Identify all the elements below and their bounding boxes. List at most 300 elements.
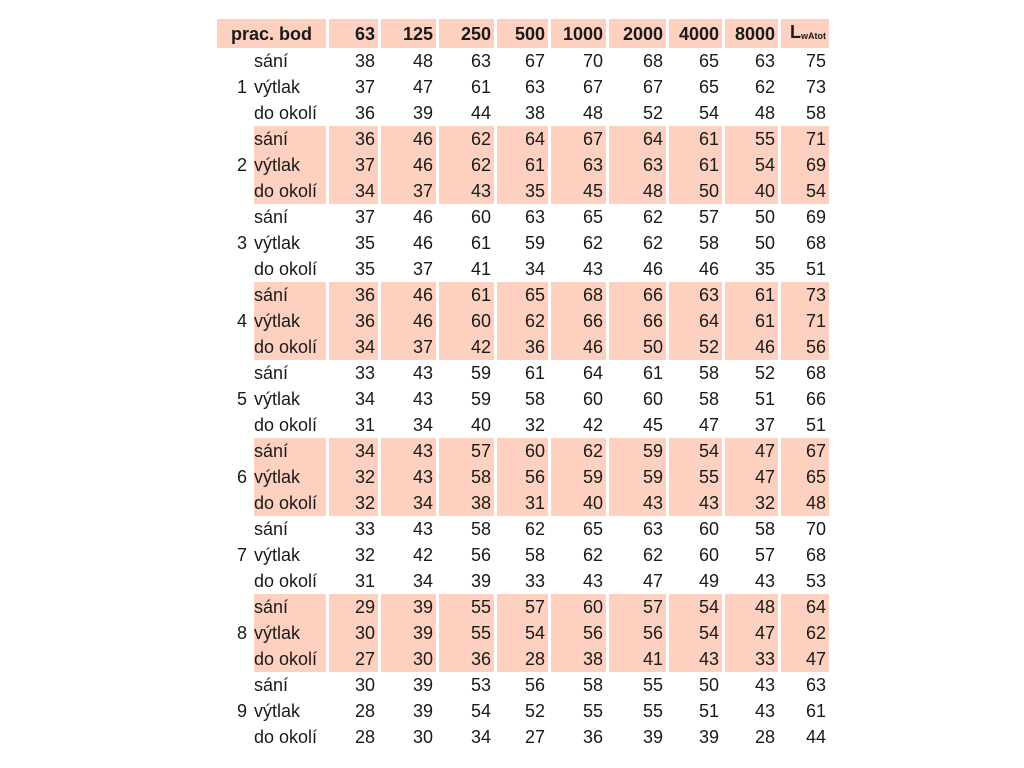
band-value: 38 — [551, 646, 606, 672]
band-value: 33 — [354, 363, 375, 383]
band-value: 54 — [669, 620, 722, 646]
band-value: 47 — [412, 77, 433, 97]
row-type: sání — [254, 207, 289, 227]
band-value: 58 — [698, 233, 719, 253]
row-type: výtlak — [254, 545, 301, 565]
table-row — [217, 542, 829, 568]
band-value: 63 — [524, 207, 545, 227]
point-number: 5 — [236, 389, 247, 409]
band-value: 66 — [551, 308, 606, 334]
total-value: 54 — [781, 178, 829, 204]
point-number: 8 — [236, 623, 247, 643]
band-value: 46 — [412, 233, 433, 253]
band-value: 58 — [754, 519, 775, 539]
band-value: 52 — [754, 363, 775, 383]
point-number: 4 — [236, 311, 247, 331]
table-row — [217, 204, 829, 230]
band-value: 43 — [582, 571, 603, 591]
total-value: 69 — [805, 207, 826, 227]
header-point-label: prac. bod — [217, 19, 326, 48]
band-value: 55 — [439, 594, 494, 620]
band-value: 59 — [609, 438, 666, 464]
point-number — [217, 178, 251, 204]
band-value: 43 — [669, 646, 722, 672]
band-value: 34 — [329, 178, 378, 204]
total-value: 51 — [805, 259, 826, 279]
table-row — [217, 256, 829, 282]
row-type: výtlak — [254, 233, 301, 253]
header-freq: 125 — [381, 19, 436, 48]
point-number — [217, 334, 251, 360]
band-value: 55 — [582, 701, 603, 721]
band-value: 62 — [497, 308, 548, 334]
band-value: 63 — [754, 51, 775, 71]
band-value: 58 — [439, 464, 494, 490]
point-number — [217, 126, 251, 152]
band-value: 46 — [698, 259, 719, 279]
total-value: 71 — [781, 308, 829, 334]
table-row — [217, 386, 829, 412]
band-value: 61 — [669, 126, 722, 152]
band-value: 36 — [582, 727, 603, 747]
band-value: 57 — [439, 438, 494, 464]
band-value: 62 — [582, 233, 603, 253]
header-freq: 1000 — [551, 19, 606, 48]
band-value: 35 — [354, 233, 375, 253]
band-value: 45 — [551, 178, 606, 204]
band-value: 43 — [412, 389, 433, 409]
band-value: 62 — [642, 233, 663, 253]
band-value: 35 — [497, 178, 548, 204]
band-value: 43 — [609, 490, 666, 516]
band-value: 47 — [725, 464, 778, 490]
point-number — [217, 646, 251, 672]
band-value: 61 — [497, 152, 548, 178]
band-value: 64 — [669, 308, 722, 334]
band-value: 57 — [754, 545, 775, 565]
band-value: 46 — [381, 282, 436, 308]
header-freq: 250 — [439, 19, 494, 48]
band-value: 48 — [582, 103, 603, 123]
band-value: 54 — [698, 103, 719, 123]
band-value: 65 — [582, 207, 603, 227]
table-row — [217, 594, 829, 620]
band-value: 63 — [609, 152, 666, 178]
band-value: 47 — [725, 438, 778, 464]
band-value: 39 — [412, 701, 433, 721]
point-number — [217, 256, 251, 282]
band-value: 63 — [669, 282, 722, 308]
table-row — [217, 334, 829, 360]
band-value: 34 — [329, 334, 378, 360]
table-row — [217, 646, 829, 672]
band-value: 68 — [642, 51, 663, 71]
point-number — [217, 48, 251, 74]
band-value: 32 — [329, 490, 378, 516]
band-value: 59 — [470, 389, 491, 409]
table-row — [217, 568, 829, 594]
band-value: 42 — [582, 415, 603, 435]
total-value: 68 — [805, 233, 826, 253]
band-value: 45 — [642, 415, 663, 435]
band-value: 64 — [497, 126, 548, 152]
total-value: 68 — [805, 363, 826, 383]
total-value: 68 — [805, 545, 826, 565]
table-row — [217, 152, 829, 178]
band-value: 67 — [582, 77, 603, 97]
band-value: 58 — [698, 389, 719, 409]
band-value: 46 — [412, 207, 433, 227]
total-value: 75 — [805, 51, 826, 71]
total-value: 62 — [781, 620, 829, 646]
row-type: výtlak — [254, 620, 326, 646]
band-value: 60 — [582, 389, 603, 409]
header-total — [781, 19, 829, 48]
total-value: 51 — [805, 415, 826, 435]
band-value: 58 — [470, 519, 491, 539]
total-value: 61 — [805, 701, 826, 721]
point-number: 9 — [236, 701, 247, 721]
row-type: výtlak — [254, 308, 326, 334]
band-value: 49 — [698, 571, 719, 591]
band-value: 43 — [381, 464, 436, 490]
row-type: sání — [254, 594, 326, 620]
band-value: 35 — [354, 259, 375, 279]
table-row — [217, 698, 829, 724]
band-value: 59 — [524, 233, 545, 253]
point-number — [217, 282, 251, 308]
band-value: 36 — [354, 103, 375, 123]
total-value: 44 — [805, 727, 826, 747]
band-value: 39 — [412, 103, 433, 123]
band-value: 61 — [470, 233, 491, 253]
band-value: 34 — [470, 727, 491, 747]
header-freq: 63 — [329, 19, 378, 48]
point-number — [217, 568, 251, 594]
band-value: 43 — [754, 675, 775, 695]
table-row — [217, 672, 829, 698]
band-value: 28 — [354, 727, 375, 747]
band-value: 50 — [754, 233, 775, 253]
row-type: sání — [254, 519, 289, 539]
table-row — [217, 412, 829, 438]
total-value: 64 — [781, 594, 829, 620]
point-number — [217, 204, 251, 230]
band-value: 28 — [497, 646, 548, 672]
band-value: 39 — [412, 675, 433, 695]
total-value: 70 — [805, 519, 826, 539]
band-value: 40 — [470, 415, 491, 435]
band-value: 30 — [354, 675, 375, 695]
point-number — [217, 672, 251, 698]
band-value: 31 — [354, 415, 375, 435]
band-value: 50 — [754, 207, 775, 227]
band-value: 34 — [412, 571, 433, 591]
header-row — [217, 19, 829, 48]
band-value: 68 — [551, 282, 606, 308]
band-value: 61 — [725, 282, 778, 308]
band-value: 60 — [439, 308, 494, 334]
band-value: 34 — [381, 490, 436, 516]
band-value: 62 — [524, 519, 545, 539]
total-value: 48 — [781, 490, 829, 516]
total-value: 73 — [781, 282, 829, 308]
band-value: 58 — [582, 675, 603, 695]
band-value: 57 — [497, 594, 548, 620]
band-value: 46 — [381, 152, 436, 178]
band-value: 38 — [439, 490, 494, 516]
total-value: 56 — [781, 334, 829, 360]
band-value: 30 — [329, 620, 378, 646]
band-value: 56 — [524, 675, 545, 695]
band-value: 46 — [381, 308, 436, 334]
row-type: výtlak — [254, 152, 326, 178]
row-type: do okolí — [254, 646, 326, 672]
band-value: 48 — [725, 594, 778, 620]
row-type: do okolí — [254, 415, 318, 435]
band-value: 52 — [642, 103, 663, 123]
band-value: 43 — [669, 490, 722, 516]
band-value: 57 — [698, 207, 719, 227]
row-type: výtlak — [254, 389, 301, 409]
row-type: sání — [254, 675, 289, 695]
table-row — [217, 516, 829, 542]
band-value: 44 — [470, 103, 491, 123]
row-type: do okolí — [254, 727, 318, 747]
point-number: 2 — [236, 155, 247, 175]
band-value: 55 — [642, 675, 663, 695]
band-value: 33 — [725, 646, 778, 672]
band-value: 39 — [381, 594, 436, 620]
band-value: 32 — [725, 490, 778, 516]
band-value: 63 — [524, 77, 545, 97]
band-value: 42 — [439, 334, 494, 360]
header-total-sub: wAtot — [801, 31, 826, 41]
band-value: 58 — [524, 545, 545, 565]
point-number — [217, 490, 251, 516]
band-value: 32 — [354, 545, 375, 565]
band-value: 27 — [329, 646, 378, 672]
row-type: sání — [254, 438, 326, 464]
band-value: 48 — [412, 51, 433, 71]
band-value: 70 — [582, 51, 603, 71]
row-type: sání — [254, 51, 289, 71]
band-value: 28 — [354, 701, 375, 721]
band-value: 56 — [551, 620, 606, 646]
total-value: 66 — [805, 389, 826, 409]
band-value: 65 — [698, 51, 719, 71]
band-value: 54 — [470, 701, 491, 721]
band-value: 55 — [669, 464, 722, 490]
band-value: 39 — [381, 620, 436, 646]
header-freq: 4000 — [669, 19, 722, 48]
header-freq: 2000 — [609, 19, 666, 48]
total-value: 69 — [781, 152, 829, 178]
point-number: 1 — [236, 77, 247, 97]
band-value: 48 — [609, 178, 666, 204]
band-value: 39 — [698, 727, 719, 747]
band-value: 66 — [609, 282, 666, 308]
row-type: do okolí — [254, 259, 318, 279]
band-value: 65 — [698, 77, 719, 97]
band-value: 67 — [642, 77, 663, 97]
band-value: 55 — [725, 126, 778, 152]
band-value: 40 — [551, 490, 606, 516]
band-value: 37 — [354, 77, 375, 97]
total-value: 73 — [805, 77, 826, 97]
band-value: 56 — [609, 620, 666, 646]
band-value: 37 — [381, 334, 436, 360]
band-value: 34 — [412, 415, 433, 435]
band-value: 62 — [439, 152, 494, 178]
band-value: 43 — [754, 701, 775, 721]
table-row — [217, 360, 829, 386]
band-value: 52 — [669, 334, 722, 360]
band-value: 36 — [329, 308, 378, 334]
row-type: výtlak — [254, 464, 326, 490]
band-value: 47 — [698, 415, 719, 435]
band-value: 61 — [725, 308, 778, 334]
band-value: 37 — [354, 207, 375, 227]
band-value: 34 — [354, 389, 375, 409]
band-value: 67 — [551, 126, 606, 152]
band-value: 43 — [439, 178, 494, 204]
table-row — [217, 100, 829, 126]
band-value: 47 — [725, 620, 778, 646]
point-number: 7 — [236, 545, 247, 565]
band-value: 30 — [381, 646, 436, 672]
point-number — [217, 594, 251, 620]
band-value: 62 — [439, 126, 494, 152]
band-value: 41 — [609, 646, 666, 672]
band-value: 60 — [497, 438, 548, 464]
table-row — [217, 620, 829, 646]
band-value: 61 — [669, 152, 722, 178]
band-value: 63 — [642, 519, 663, 539]
band-value: 55 — [439, 620, 494, 646]
band-value: 54 — [669, 594, 722, 620]
table-row — [217, 464, 829, 490]
total-value: 71 — [781, 126, 829, 152]
band-value: 47 — [642, 571, 663, 591]
band-value: 58 — [698, 363, 719, 383]
table-row — [217, 178, 829, 204]
point-number — [217, 724, 251, 750]
total-value: 67 — [781, 438, 829, 464]
row-type: sání — [254, 363, 289, 383]
band-value: 59 — [470, 363, 491, 383]
band-value: 46 — [551, 334, 606, 360]
band-value: 36 — [329, 282, 378, 308]
band-value: 59 — [609, 464, 666, 490]
band-value: 55 — [642, 701, 663, 721]
band-value: 29 — [329, 594, 378, 620]
band-value: 51 — [754, 389, 775, 409]
table-row — [217, 282, 829, 308]
total-value: 63 — [805, 675, 826, 695]
band-value: 33 — [354, 519, 375, 539]
band-value: 58 — [524, 389, 545, 409]
band-value: 33 — [524, 571, 545, 591]
band-value: 66 — [609, 308, 666, 334]
band-value: 43 — [412, 519, 433, 539]
band-value: 36 — [497, 334, 548, 360]
band-value: 43 — [754, 571, 775, 591]
band-value: 32 — [329, 464, 378, 490]
band-value: 31 — [497, 490, 548, 516]
row-type: do okolí — [254, 334, 326, 360]
band-value: 64 — [609, 126, 666, 152]
band-value: 62 — [551, 438, 606, 464]
table-row — [217, 490, 829, 516]
total-value: 53 — [805, 571, 826, 591]
row-type: do okolí — [254, 178, 326, 204]
band-value: 41 — [470, 259, 491, 279]
band-value: 48 — [754, 103, 775, 123]
band-value: 40 — [725, 178, 778, 204]
row-type: do okolí — [254, 571, 318, 591]
band-value: 27 — [524, 727, 545, 747]
header-freq: 8000 — [725, 19, 778, 48]
band-value: 54 — [669, 438, 722, 464]
band-value: 60 — [551, 594, 606, 620]
total-value: 58 — [805, 103, 826, 123]
noise-table — [214, 19, 832, 750]
band-value: 51 — [698, 701, 719, 721]
row-type: sání — [254, 126, 326, 152]
band-value: 34 — [329, 438, 378, 464]
row-type: výtlak — [254, 77, 301, 97]
band-value: 62 — [582, 545, 603, 565]
band-value: 46 — [642, 259, 663, 279]
point-number: 6 — [236, 467, 247, 487]
band-value: 36 — [439, 646, 494, 672]
band-value: 62 — [754, 77, 775, 97]
band-value: 36 — [329, 126, 378, 152]
band-value: 37 — [412, 259, 433, 279]
band-value: 37 — [381, 178, 436, 204]
row-type: výtlak — [254, 701, 301, 721]
band-value: 59 — [551, 464, 606, 490]
band-value: 62 — [642, 545, 663, 565]
band-value: 54 — [497, 620, 548, 646]
band-value: 28 — [754, 727, 775, 747]
table-row — [217, 724, 829, 750]
band-value: 63 — [551, 152, 606, 178]
band-value: 64 — [582, 363, 603, 383]
band-value: 60 — [698, 519, 719, 539]
band-value: 54 — [725, 152, 778, 178]
table-row — [217, 126, 829, 152]
band-value: 50 — [609, 334, 666, 360]
band-value: 60 — [642, 389, 663, 409]
row-type: do okolí — [254, 490, 326, 516]
table-row — [217, 308, 829, 334]
band-value: 31 — [354, 571, 375, 591]
band-value: 32 — [524, 415, 545, 435]
band-value: 53 — [470, 675, 491, 695]
band-value: 43 — [412, 363, 433, 383]
band-value: 46 — [725, 334, 778, 360]
point-number — [217, 438, 251, 464]
total-value: 65 — [781, 464, 829, 490]
point-number — [217, 360, 251, 386]
header-freq: 500 — [497, 19, 548, 48]
band-value: 42 — [412, 545, 433, 565]
band-value: 52 — [524, 701, 545, 721]
table-row — [217, 230, 829, 256]
band-value: 67 — [524, 51, 545, 71]
